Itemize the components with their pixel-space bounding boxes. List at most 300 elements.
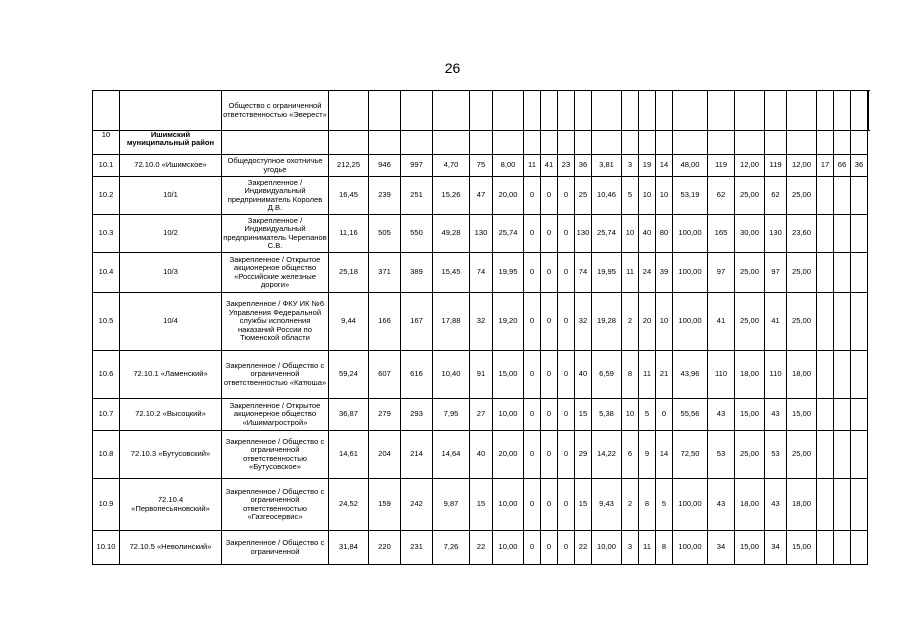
value-cell: 19,95 <box>592 253 622 293</box>
value-cell: 130 <box>765 215 787 253</box>
value-cell: 39 <box>656 253 673 293</box>
value-cell: 9,87 <box>433 479 470 531</box>
value-cell: 505 <box>369 215 401 253</box>
value-cell: 100,00 <box>673 479 708 531</box>
row-number-cell: 10.6 <box>93 351 120 399</box>
value-cell: 100,00 <box>673 293 708 351</box>
value-cell: 40 <box>470 431 493 479</box>
value-cell: 0 <box>541 351 558 399</box>
value-cell <box>639 91 656 131</box>
value-cell: 12,00 <box>735 155 765 177</box>
value-cell: 32 <box>575 293 592 351</box>
value-cell: 11 <box>524 155 541 177</box>
empty-cell <box>222 131 329 155</box>
value-cell: 212,25 <box>329 155 369 177</box>
value-cell <box>558 91 575 131</box>
value-cell <box>851 351 868 399</box>
value-cell: 110 <box>708 351 735 399</box>
value-cell: 14,64 <box>433 431 470 479</box>
value-cell: 18,00 <box>735 351 765 399</box>
value-cell <box>708 91 735 131</box>
value-cell: 40 <box>575 351 592 399</box>
value-cell: 59,24 <box>329 351 369 399</box>
value-cell <box>851 293 868 351</box>
ground-name-cell: 72.10.2 «Высоцкий» <box>120 399 222 431</box>
value-cell: 167 <box>401 293 433 351</box>
ground-type-cell: Закрепленное / Общество с ограниченной ответственностью «Газгеосервис» <box>222 479 329 531</box>
value-cell: 18,00 <box>787 479 817 531</box>
value-cell <box>787 91 817 131</box>
value-cell: 17,88 <box>433 293 470 351</box>
value-cell: 3 <box>622 531 639 565</box>
value-cell: 19,28 <box>592 293 622 351</box>
value-cell: 29 <box>575 431 592 479</box>
value-cell: 204 <box>369 431 401 479</box>
ground-name-cell: 10/4 <box>120 293 222 351</box>
value-cell: 15,00 <box>787 531 817 565</box>
value-cell: 25,00 <box>787 177 817 215</box>
row-number-cell: 10.7 <box>93 399 120 431</box>
value-cell: 43 <box>708 399 735 431</box>
value-cell: 34 <box>708 531 735 565</box>
value-cell <box>817 479 834 531</box>
value-cell: 11 <box>639 351 656 399</box>
value-cell: 11 <box>639 531 656 565</box>
value-cell <box>834 531 851 565</box>
value-cell: 0 <box>524 351 541 399</box>
value-cell: 100,00 <box>673 531 708 565</box>
table-row <box>93 155 869 177</box>
empty-cell <box>369 131 401 155</box>
value-cell: 130 <box>575 215 592 253</box>
value-cell: 10,00 <box>493 399 524 431</box>
value-cell: 2 <box>622 479 639 531</box>
value-cell <box>834 215 851 253</box>
value-cell: 0 <box>558 351 575 399</box>
value-cell: 8 <box>656 531 673 565</box>
row-number-cell: 10.4 <box>93 253 120 293</box>
value-cell: 36 <box>575 155 592 177</box>
value-cell: 25 <box>575 177 592 215</box>
row-number-cell: 10.3 <box>93 215 120 253</box>
empty-cell <box>524 131 541 155</box>
value-cell: 41 <box>708 293 735 351</box>
ground-name-cell: 72.10.3 «Бутусовский» <box>120 431 222 479</box>
value-cell <box>834 399 851 431</box>
value-cell <box>656 91 673 131</box>
value-cell: 36,87 <box>329 399 369 431</box>
value-cell: 18,00 <box>735 479 765 531</box>
value-cell <box>834 253 851 293</box>
value-cell: 19,20 <box>493 293 524 351</box>
value-cell: 0 <box>541 253 558 293</box>
value-cell: 14 <box>656 431 673 479</box>
table-row <box>93 351 869 399</box>
value-cell: 53 <box>708 431 735 479</box>
value-cell: 550 <box>401 215 433 253</box>
value-cell: 242 <box>401 479 433 531</box>
value-cell: 97 <box>765 253 787 293</box>
value-cell: 10,00 <box>493 479 524 531</box>
value-cell: 10 <box>656 177 673 215</box>
value-cell: 166 <box>369 293 401 351</box>
value-cell <box>851 431 868 479</box>
empty-cell <box>433 131 470 155</box>
value-cell: 0 <box>524 431 541 479</box>
value-cell: 15,00 <box>493 351 524 399</box>
value-cell <box>817 399 834 431</box>
value-cell <box>765 91 787 131</box>
empty-cell <box>541 131 558 155</box>
value-cell: 231 <box>401 531 433 565</box>
ground-name-cell: 72.10.4 «Первопесьяновский» <box>120 479 222 531</box>
empty-cell <box>787 131 817 155</box>
value-cell: 279 <box>369 399 401 431</box>
value-cell: 25,74 <box>592 215 622 253</box>
value-cell: 10,00 <box>592 531 622 565</box>
value-cell: 0 <box>541 399 558 431</box>
value-cell: 12,00 <box>787 155 817 177</box>
row-number-cell: 10.1 <box>93 155 120 177</box>
value-cell: 62 <box>708 177 735 215</box>
value-cell: 47 <box>470 177 493 215</box>
value-cell: 23,60 <box>787 215 817 253</box>
value-cell: 91 <box>470 351 493 399</box>
value-cell: 9,43 <box>592 479 622 531</box>
value-cell: 22 <box>575 531 592 565</box>
page-number: 26 <box>444 60 461 76</box>
value-cell <box>817 177 834 215</box>
value-cell: 15 <box>575 399 592 431</box>
ground-type-cell: Закрепленное / Общество с ограниченной <box>222 531 329 565</box>
value-cell: 2 <box>622 293 639 351</box>
value-cell: 6,59 <box>592 351 622 399</box>
value-cell: 0 <box>558 531 575 565</box>
value-cell <box>470 91 493 131</box>
value-cell: 0 <box>524 215 541 253</box>
value-cell: 15 <box>575 479 592 531</box>
value-cell: 0 <box>558 479 575 531</box>
empty-cell <box>708 131 735 155</box>
empty-cell <box>592 131 622 155</box>
ground-type-cell: Общество с ограниченной ответственностью «Эверест» <box>222 91 329 131</box>
ground-type-cell: Закрепленное / Индивидуальный предприниматель Королев Д.В. <box>222 177 329 215</box>
value-cell <box>817 431 834 479</box>
value-cell: 15,45 <box>433 253 470 293</box>
value-cell: 119 <box>765 155 787 177</box>
value-cell <box>735 91 765 131</box>
value-cell: 0 <box>558 215 575 253</box>
value-cell: 27 <box>470 399 493 431</box>
empty-cell <box>765 131 787 155</box>
value-cell: 36 <box>851 155 868 177</box>
value-cell: 389 <box>401 253 433 293</box>
value-cell: 0 <box>541 293 558 351</box>
table-row <box>93 399 869 431</box>
value-cell: 21 <box>656 351 673 399</box>
empty-cell <box>656 131 673 155</box>
value-cell: 0 <box>558 253 575 293</box>
value-cell: 8 <box>622 351 639 399</box>
value-cell: 43 <box>708 479 735 531</box>
value-cell <box>834 293 851 351</box>
table-row <box>93 253 869 293</box>
value-cell: 0 <box>558 293 575 351</box>
value-cell: 0 <box>524 531 541 565</box>
ground-type-cell: Закрепленное / Открытое акционерное общество «Российские железные дороги» <box>222 253 329 293</box>
value-cell <box>592 91 622 131</box>
value-cell <box>575 91 592 131</box>
value-cell: 371 <box>369 253 401 293</box>
value-cell: 25,74 <box>493 215 524 253</box>
value-cell <box>834 431 851 479</box>
value-cell: 4,70 <box>433 155 470 177</box>
ground-type-cell: Закрепленное / Общество с ограниченной ответственностью «Бутусовское» <box>222 431 329 479</box>
empty-cell <box>329 131 369 155</box>
table-row <box>93 531 869 565</box>
ground-name-cell <box>120 91 222 131</box>
value-cell: 616 <box>401 351 433 399</box>
ground-name-cell: 10/2 <box>120 215 222 253</box>
value-cell: 10,46 <box>592 177 622 215</box>
value-cell: 62 <box>765 177 787 215</box>
value-cell: 20,00 <box>493 431 524 479</box>
value-cell <box>851 479 868 531</box>
value-cell: 11 <box>622 253 639 293</box>
value-cell: 49,28 <box>433 215 470 253</box>
value-cell: 15,00 <box>735 531 765 565</box>
empty-cell <box>817 131 834 155</box>
value-cell: 220 <box>369 531 401 565</box>
value-cell <box>851 177 868 215</box>
value-cell: 43 <box>765 479 787 531</box>
value-cell: 0 <box>524 399 541 431</box>
ground-type-cell: Закрепленное / Открытое акционерное общество «Ишимагрострой» <box>222 399 329 431</box>
value-cell <box>401 91 433 131</box>
value-cell: 18,00 <box>787 351 817 399</box>
value-cell: 5 <box>639 399 656 431</box>
hunting-grounds-table <box>92 90 869 565</box>
ground-type-cell: Общедоступное охотничье угодье <box>222 155 329 177</box>
value-cell: 74 <box>575 253 592 293</box>
value-cell: 0 <box>541 177 558 215</box>
value-cell: 53 <box>765 431 787 479</box>
value-cell <box>851 399 868 431</box>
ground-name-cell: 10/3 <box>120 253 222 293</box>
value-cell: 40 <box>639 215 656 253</box>
value-cell: 10 <box>656 293 673 351</box>
value-cell: 55,56 <box>673 399 708 431</box>
ground-name-cell: 72.10.1 «Ламенский» <box>120 351 222 399</box>
value-cell: 25,00 <box>735 431 765 479</box>
value-cell: 15,00 <box>787 399 817 431</box>
value-cell: 25,00 <box>735 253 765 293</box>
value-cell: 0 <box>524 293 541 351</box>
value-cell: 25,00 <box>787 293 817 351</box>
ground-name-cell: 72.10.0 «Ишимское» <box>120 155 222 177</box>
table-row <box>93 215 869 253</box>
ground-name-cell: 10/1 <box>120 177 222 215</box>
value-cell: 34 <box>765 531 787 565</box>
value-cell <box>851 215 868 253</box>
empty-cell <box>673 131 708 155</box>
value-cell: 16,45 <box>329 177 369 215</box>
value-cell: 53,19 <box>673 177 708 215</box>
value-cell: 14 <box>656 155 673 177</box>
value-cell: 9 <box>639 431 656 479</box>
value-cell: 25,00 <box>787 253 817 293</box>
value-cell: 0 <box>656 399 673 431</box>
table-row <box>93 479 869 531</box>
value-cell: 41 <box>541 155 558 177</box>
empty-cell <box>401 131 433 155</box>
district-name-cell: Ишимский муниципальный район <box>120 131 222 155</box>
value-cell <box>524 91 541 131</box>
table-row <box>93 293 869 351</box>
value-cell: 15,26 <box>433 177 470 215</box>
value-cell: 251 <box>401 177 433 215</box>
value-cell: 14,22 <box>592 431 622 479</box>
value-cell: 8 <box>639 479 656 531</box>
value-cell <box>622 91 639 131</box>
value-cell: 159 <box>369 479 401 531</box>
row-number-cell <box>93 91 120 131</box>
value-cell: 3 <box>622 155 639 177</box>
value-cell <box>817 91 834 131</box>
ground-name-cell: 72.10.5 «Неволинский» <box>120 531 222 565</box>
value-cell: 0 <box>541 479 558 531</box>
value-cell: 0 <box>524 253 541 293</box>
value-cell <box>851 91 868 131</box>
value-cell: 15,00 <box>735 399 765 431</box>
empty-cell <box>493 131 524 155</box>
value-cell: 3,81 <box>592 155 622 177</box>
value-cell <box>851 531 868 565</box>
value-cell: 25,00 <box>735 293 765 351</box>
row-number-cell: 10.10 <box>93 531 120 565</box>
value-cell <box>541 91 558 131</box>
district-row <box>93 131 869 155</box>
empty-cell <box>470 131 493 155</box>
value-cell: 7,95 <box>433 399 470 431</box>
value-cell: 239 <box>369 177 401 215</box>
value-cell: 9,44 <box>329 293 369 351</box>
value-cell: 20 <box>639 293 656 351</box>
value-cell <box>817 253 834 293</box>
empty-cell <box>622 131 639 155</box>
ground-type-cell: Закрепленное / Общество с ограниченной ответственностью «Катюша» <box>222 351 329 399</box>
value-cell: 8,00 <box>493 155 524 177</box>
value-cell: 6 <box>622 431 639 479</box>
value-cell <box>817 215 834 253</box>
value-cell <box>817 293 834 351</box>
value-cell: 0 <box>558 399 575 431</box>
value-cell: 74 <box>470 253 493 293</box>
value-cell: 0 <box>524 479 541 531</box>
value-cell: 5 <box>656 479 673 531</box>
value-cell: 7,26 <box>433 531 470 565</box>
value-cell <box>817 351 834 399</box>
value-cell: 17 <box>817 155 834 177</box>
value-cell: 110 <box>765 351 787 399</box>
value-cell: 214 <box>401 431 433 479</box>
value-cell: 130 <box>470 215 493 253</box>
value-cell: 10 <box>622 215 639 253</box>
row-number-cell: 10.9 <box>93 479 120 531</box>
table-row <box>93 91 869 131</box>
value-cell: 0 <box>541 431 558 479</box>
value-cell: 22 <box>470 531 493 565</box>
value-cell: 80 <box>656 215 673 253</box>
empty-cell <box>735 131 765 155</box>
ground-type-cell: Закрепленное / ФКУ ИК №6 Управления Федеральной службы исполнения наказаний России по Тюменской области <box>222 293 329 351</box>
value-cell: 25,00 <box>735 177 765 215</box>
value-cell: 0 <box>558 431 575 479</box>
empty-cell <box>834 131 851 155</box>
value-cell <box>834 351 851 399</box>
value-cell: 43,96 <box>673 351 708 399</box>
value-cell: 0 <box>524 177 541 215</box>
value-cell <box>834 177 851 215</box>
value-cell: 66 <box>834 155 851 177</box>
row-number-cell: 10.5 <box>93 293 120 351</box>
ground-type-cell: Закрепленное / Индивидуальный предприниматель Черепанов С.В. <box>222 215 329 253</box>
value-cell: 48,00 <box>673 155 708 177</box>
value-cell <box>868 91 869 131</box>
row-number-cell: 10.2 <box>93 177 120 215</box>
value-cell: 41 <box>765 293 787 351</box>
empty-cell <box>851 131 868 155</box>
value-cell <box>493 91 524 131</box>
value-cell: 5 <box>622 177 639 215</box>
value-cell <box>817 531 834 565</box>
value-cell: 10 <box>622 399 639 431</box>
empty-cell <box>575 131 592 155</box>
value-cell <box>329 91 369 131</box>
value-cell: 10 <box>639 177 656 215</box>
value-cell: 15 <box>470 479 493 531</box>
value-cell: 25,18 <box>329 253 369 293</box>
value-cell: 72,50 <box>673 431 708 479</box>
value-cell: 10,00 <box>493 531 524 565</box>
value-cell: 5,38 <box>592 399 622 431</box>
value-cell: 32 <box>470 293 493 351</box>
value-cell: 25,00 <box>787 431 817 479</box>
value-cell <box>369 91 401 131</box>
value-cell: 24,52 <box>329 479 369 531</box>
empty-cell <box>639 131 656 155</box>
value-cell <box>433 91 470 131</box>
value-cell: 100,00 <box>673 253 708 293</box>
value-cell: 20,00 <box>493 177 524 215</box>
value-cell <box>673 91 708 131</box>
value-cell <box>851 253 868 293</box>
value-cell: 100,00 <box>673 215 708 253</box>
value-cell: 0 <box>558 177 575 215</box>
value-cell: 19 <box>639 155 656 177</box>
value-cell: 119 <box>708 155 735 177</box>
value-cell: 10,40 <box>433 351 470 399</box>
value-cell: 43 <box>765 399 787 431</box>
value-cell: 293 <box>401 399 433 431</box>
row-number-cell: 10 <box>93 131 120 155</box>
value-cell: 75 <box>470 155 493 177</box>
value-cell: 0 <box>541 531 558 565</box>
value-cell: 23 <box>558 155 575 177</box>
value-cell: 14,61 <box>329 431 369 479</box>
row-number-cell: 10.8 <box>93 431 120 479</box>
value-cell: 946 <box>369 155 401 177</box>
